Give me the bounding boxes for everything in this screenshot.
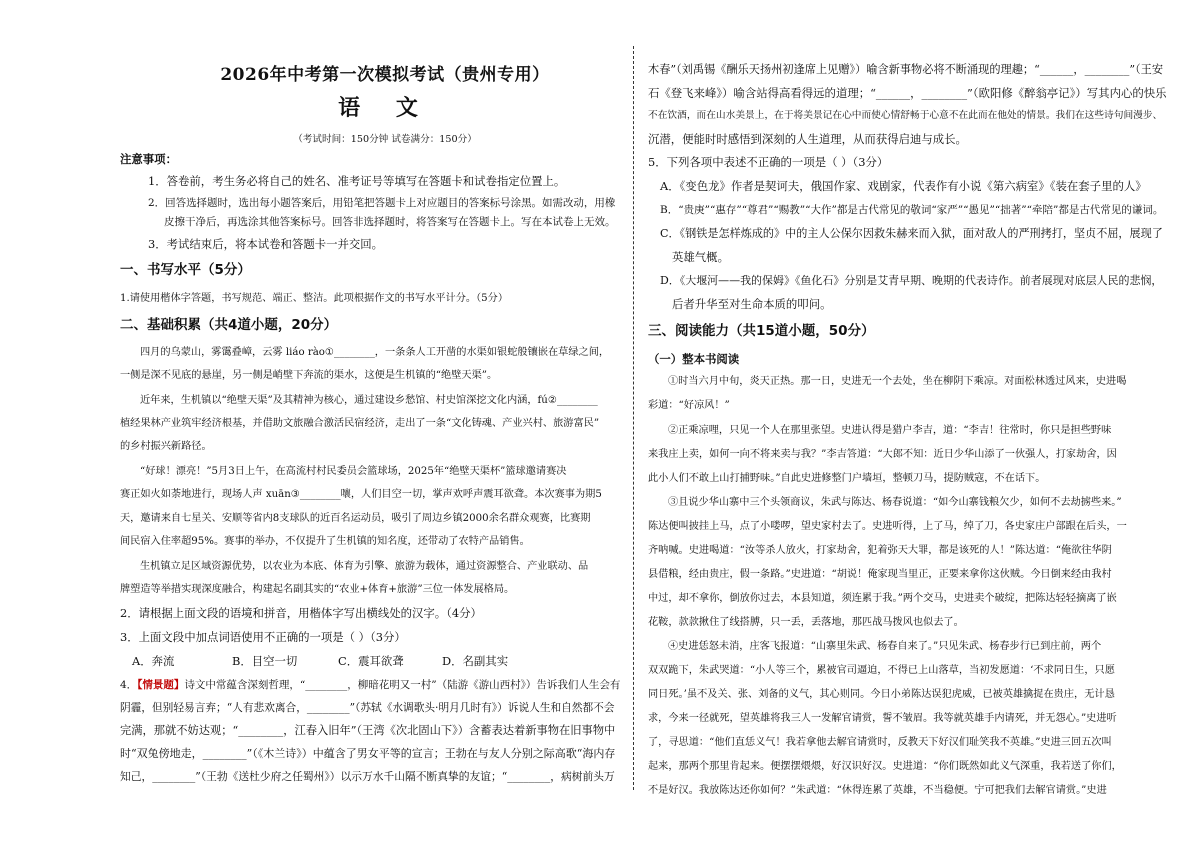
section-2-heading: 二、基础积累（共4道小题，20分） [120,317,338,333]
q1-text: 1.请使用楷体字答题，书写规范、端正、整洁。此项根据作文的书写水平计分。（5分） [120,293,509,304]
passage-line: 牌塑造等举措实现深度融合，构建起名副其实的“农业+体育+旅游”三位一体发展格局。 [120,584,515,595]
passage-line: 生机镇立足区域资源优势，以农业为本底、体育为引擎、旅游为载体，通过资源整合、产业联动、品 [140,561,589,572]
section-3-heading: 三、阅读能力（共15道小题，50分） [648,323,875,339]
reading-line: 齐呐喊。史进喝道：“汝等杀人放火，打家劫舍，犯着弥天大罪，都是该死的人！”陈达道：“俺欲往华阴 [648,545,1112,556]
reading-line: ②正乘凉哩，只见一个人在那里张望。史进认得是猎户李吉，道：“李吉！往常时，你只是担些野味 [668,425,1112,436]
scenario-tag: 【情景题】 [137,679,185,691]
reading-line: 来我庄上卖，如何一向不将来卖与我？”李吉答道：“大郎不知：近日少华山添了一伙强人，打家劫舍，因 [648,449,1117,460]
reading-line: ①时当六月中旬，炎天正热。那一日，史进无一个去处，坐在柳阴下乘凉。对面松林透过风来，史进喝 [668,376,1127,387]
passage-line: 近年来，生机镇以“绝壁天渠”及其精神为核心，通过建设乡愁馆、村史馆深挖文化内涵，fú②________ [140,395,598,406]
passage-line: 赛正如火如荼地进行，现场人声 xuān③________嚷，人们目空一切，掌声欢呼声震耳欲聋。本次赛事为期5 [120,489,602,500]
question-4-line: 时“双兔傍地走，________”（《木兰诗》）中蕴含了男女平等的宣言；王勃在与友人分别之际高歌“海内存 [120,747,616,760]
q5-option-d-cont: 后者升华至对生命本质的叩问。 [672,297,832,311]
reading-line: 同日死。’虽不及关、张、刘备的义气，其心则同。今日小弟陈达误犯虎威，已被英雄擒捉在贵庄，无计恳 [648,689,1115,700]
question-4-continued: 木春”（刘禹锡《酬乐天扬州初逢席上见赠》）喻含新事物必将不断涌现的理趣；“______，________”（王安 [648,63,1164,76]
reading-line: 起来，那两个那里肯起来。便摆摆煨煨，好汉识好汉。史进道：“你们既然如此义气深重，我若送了你们， [648,761,1122,772]
reading-line: 陈达便叫披挂上马，点了小喽啰，望史家村去了。史进听得，上了马，绰了刀，各史家庄户部跟在后头，一 [648,521,1127,532]
section-1-heading: 一、书写水平（5分） [120,262,251,278]
reading-line: ④史进恁怒未消，庄客飞报道：“山寨里朱武、杨春自来了。”只见朱武、杨春步行已到庄前，两个 [668,641,1102,652]
question-4-continued: 石《登飞来峰》）喻含站得高看得远的道理；“______，________”（欧阳修《醉翁亭记》）写其内心的快乐 [648,86,1167,100]
passage-line: 天，邀请来自七星关、安顺等省内8支球队的近百名运动员，吸引了周边乡镇2000余名群众观赛，比赛期 [120,513,591,524]
question-4-line: 阴霾，但别轻易言弃；“人有悲欢离合，________”（苏轼《水调歌头·明月几时有》）诉说人生和自然都不会 [120,701,615,714]
question-4-continued: 沉潜，便能时时感悟到深刻的人生道理，从而获得启迪与成长。 [648,132,967,146]
passage-line: 的乡村振兴新路径。 [120,441,212,452]
question-4-line: 知己，________”（王勃《送杜少府之任蜀州》）以示万水千山隔不断真挚的友谊；“________，病树前头万 [120,770,615,783]
reading-line: 双双跪下，朱武哭道：“小人等三个，累被官司逼迫，不得已上山落草，当初发愿道：‘不求同日生，只愿 [648,665,1115,676]
q5-option-c: C．《钢铁是怎样炼成的》中的主人公保尔因救朱赫来而入狱，面对敌人的严刑拷打，坚贞不屈，展现了 [660,227,1163,240]
subject-title: 语 文 [338,95,432,121]
question-4-text: 诗文中常蕴含深刻哲理，“________，柳暗花明又一村”（陆游《游山西村》）告诉我们人生会有 [184,679,621,691]
question-3: 3．上面文段中加点词语使用不正确的一项是（ ）（3分） [120,630,406,644]
question-4-number: 4． [120,679,138,691]
option-d: D．名副其实 [442,654,509,668]
reading-line: 中过，却不拿你，倒放你过去，本县知道，须连累于我。”两个交马，史进卖个破绽，把陈达轻轻摘离了嵌 [648,593,1117,604]
reading-line: 县借粮，经由贵庄，假一条路。”史进道：“胡说！俺家现当里正，正要来拿你这伙贼。今日倒来经由我村 [648,569,1112,580]
passage-line: 间民宿入住率超95%。赛事的举办，不仅提升了生机镇的知名度，还带动了农特产品销售。 [120,536,530,547]
passage-line: 植经果林产业筑牢经济根基，并借助文旅融合激活民宿经济，走出了一条“文化铸魂、产业兴村、旅游富民” [120,418,600,429]
passage-line: “好球！漂亮！”5月3日上午，在高流村村民委员会篮球场，2025年“绝壁天渠杯”篮球邀请赛决 [140,466,567,477]
column-divider [633,46,634,790]
passage-line: 一侧是深不见底的悬崖，另一侧是峭壁下奔流的渠水，这便是生机镇的“绝壁天渠”。 [120,370,498,381]
subsection-heading: （一）整本书阅读 [648,352,740,366]
q5-option-b: B．“贵庚”“惠存”“尊君”“赐教”“大作”都是古代常见的敬词“家严”“愚见”“拙著”“牵陪”都是古代常见的谦词。 [660,204,1164,216]
option-a: A．奔流 [132,654,175,668]
note-2a: 2．回答选择题时，选出每小题答案后，用铅笔把答题卡上对应题目的答案标号涂黑。如需改动，用橡 [148,197,616,209]
q5-option-c-cont: 英雄气概。 [672,250,729,264]
reading-line: 求，今来一径就死，望英雄将我三人一发解官请赏，誓不皱眉。我等就英雄手内请死，并无怨心。”史进听 [648,713,1117,724]
exam-info: （考试时间：150分钟 试卷满分：150分） [293,134,477,145]
question-5: 5．下列各项中表述不正确的一项是（ ）（3分） [648,155,889,169]
question-4-line [120,676,620,694]
option-b: B．目空一切 [232,654,298,668]
question-4-continued: 不在饮酒，而在山水美景上，在于将美景记在心中而使心情舒畅于心意不在此而在他处的情景。我们在这些诗句间漫步、 [648,110,1163,121]
reading-line: 彩道：“好凉风！” [648,400,730,411]
question-4-line: 完满，那就不妨达观；“________，江春入旧年”（王湾《次北固山下》）含蓄表达着新事物在旧事物中 [120,724,616,737]
note-1: 1．答卷前，考生务必将自己的姓名、准考证号等填写在答题卡和试卷指定位置上。 [148,174,566,188]
reading-line: 花鞍，款款揪住了线搭膊，只一丢，丢落地，那匹战马拨风也似去了。 [648,617,964,628]
q5-option-d: D．《大堰河——我的保姆》《鱼化石》分别是艾青早期、晚期的代表诗作。前者展现对底层人民的悲悯， [660,274,1163,287]
notes-heading: 注意事项： [120,152,177,166]
note-3: 3．考试结束后，将本试卷和答题卡一并交回。 [148,237,384,251]
reading-line: ③且说少华山寨中三个头领商议，朱武与陈达、杨春说道：“如今山寨钱粮欠少，如何不去劫掳些来。” [668,497,1122,508]
passage-line: 四月的乌蒙山，雾霭叠嶂，云雾 liáo rào①________，一条条人工开凿的水渠如银蛇般镶嵌在草绿之间， [140,347,610,358]
question-2: 2．请根据上面文段的语境和拼音，用楷体字写出横线处的汉字。（4分） [120,606,482,620]
exam-title: 2026年中考第一次模拟考试（贵州专用） [220,65,550,85]
q5-option-a: A．《变色龙》作者是契诃夫，俄国作家、戏剧家，代表作有小说《第六病室》《装在套子里的人》 [660,179,1147,193]
note-2b: 皮擦干净后，再选涂其他答案标号。回答非选择题时，将答案写在答题卡上。写在本试卷上无效。 [164,216,616,228]
reading-line: 不是好汉。我放陈达还你如何？”朱武道：“休得连累了英雄，不当稳便。宁可把我们去解官请赏。”史进 [648,785,1107,796]
option-c: C．震耳欲聋 [338,654,404,668]
reading-line: 了，寻思道：“他们直恁义气！我若拿他去解官请赏时，反教天下好汉们耻笑我不英雄。”史进三回五次叫 [648,737,1112,748]
reading-line: 此小人们不敢上山打捕野味。”自此史进修整门户墙垣，整顿刀马，提防贼寇，不在话下。 [648,473,1046,484]
